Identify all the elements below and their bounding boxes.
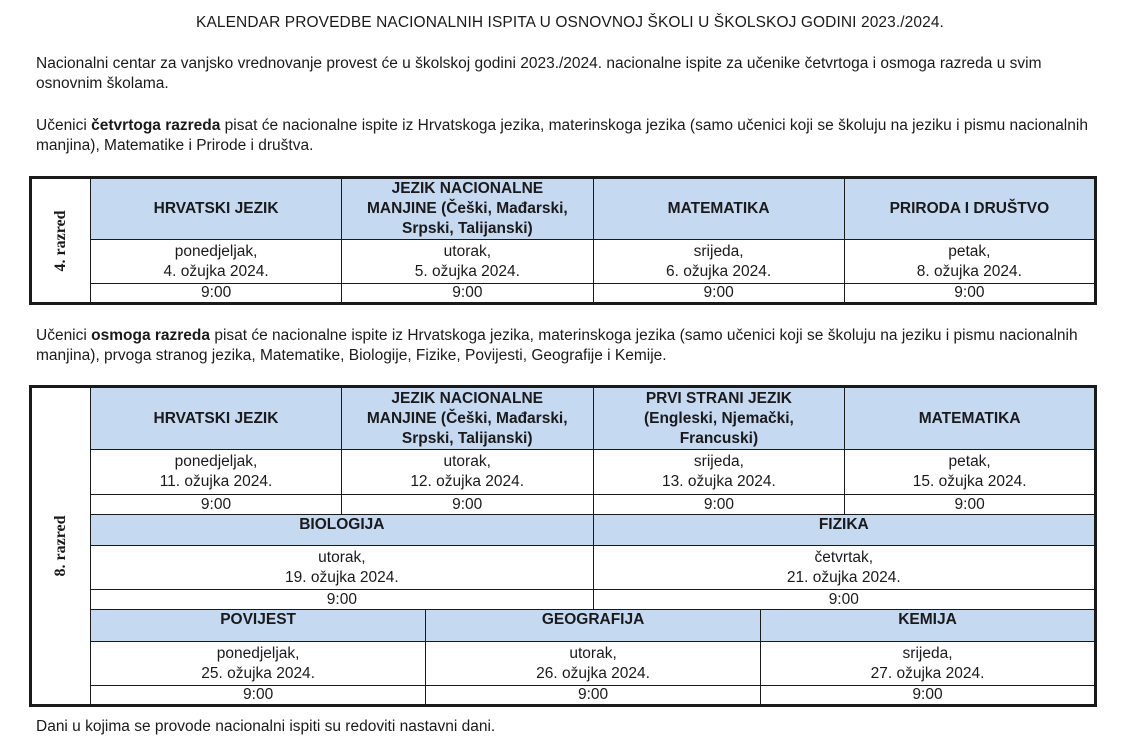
grade8-subject-biologija: BIOLOGIJA (91, 515, 593, 546)
grade8-side-cell (31, 387, 91, 706)
grade8-paragraph (36, 326, 1106, 366)
grade4-time-2: 9:00 (342, 284, 593, 304)
grade8-date-geografija: utorak, 26. ožujka 2024. (426, 642, 761, 686)
grade4-date-3: srijeda, 6. ožujka 2024. (593, 240, 844, 284)
grade4-para-post: pisat će nacionalne ispite iz Hrvatskoga jezika, materinskoga jezika (samo učenici koji se školuju na jeziku i pismu nacionalnih manjina), Matematike i Prirode i društva. (36, 117, 1088, 154)
grade4-subject-2: JEZIK NACIONALNE MANJINE (Češki, Mađarski, Srpski, Talijanski) (342, 178, 593, 240)
grade8-para-pre: Učenici (36, 327, 92, 344)
grade8-time-kemija: 9:00 (761, 686, 1096, 706)
grade8-subject-fizika: FIZIKA (593, 515, 1095, 546)
grade8-time-4: 9:00 (845, 495, 1096, 515)
grade8-para-post: pisat će nacionalne ispite iz Hrvatskoga jezika, materinskoga jezika (samo učenici koji se školuju na jeziku i pismu nacionalnih manjina), prvoga stranog jezika, Matematike, Biologije, Fizike, Povijesti, Geografije i Kemije. (36, 327, 1078, 364)
grade8-subject-kemija: KEMIJA (761, 610, 1096, 642)
grade8-para-bold: osmoga razreda (91, 327, 211, 344)
grade8-time-povijest: 9:00 (91, 686, 426, 706)
grade8-side-label: 8. razred (52, 515, 70, 577)
grade4-subject-3: MATEMATIKA (593, 178, 844, 240)
grade4-para-pre: Učenici (36, 117, 92, 134)
grade4-table (29, 176, 1097, 305)
grade4-para-bold: četvrtoga razreda (91, 117, 221, 134)
grade4-date-4: petak, 8. ožujka 2024. (844, 240, 1095, 284)
grade8-subject-geografija: GEOGRAFIJA (426, 610, 761, 642)
grade4-time-3: 9:00 (593, 284, 844, 304)
intro-paragraph: Nacionalni centar za vanjsko vrednovanje provest će u školskoj godini 2023./2024. nacionalne ispite za učenike četvrtoga i osmoga razreda u svim osnovnim školama. (36, 55, 1042, 92)
grade8-time-fizika: 9:00 (593, 590, 1095, 610)
grade8-date-povijest: ponedjeljak, 25. ožujka 2024. (91, 642, 426, 686)
grade8-time-1: 9:00 (91, 495, 342, 515)
grade4-date-1: ponedjeljak, 4. ožujka 2024. (91, 240, 342, 284)
grade8-date-3: srijeda, 13. ožujka 2024. (593, 450, 845, 495)
grade8-time-3: 9:00 (593, 495, 845, 515)
footer-note: Dani u kojima se provode nacionalni ispiti su redoviti nastavni dani. (36, 718, 496, 735)
grade8-subject-2: JEZIK NACIONALNE MANJINE (Češki, Mađarski, Srpski, Talijanski) (341, 387, 593, 450)
grade4-subject-4: PRIRODA I DRUŠTVO (844, 178, 1095, 240)
grade4-subject-1: HRVATSKI JEZIK (91, 178, 342, 240)
grade8-time-biologija: 9:00 (91, 590, 593, 610)
grade4-side-label: 4. razred (52, 209, 69, 272)
grade8-time-geografija: 9:00 (426, 686, 761, 706)
grade8-subject-4: MATEMATIKA (845, 387, 1096, 450)
grade4-side-cell (31, 178, 91, 304)
grade4-time-1: 9:00 (91, 284, 342, 304)
grade8-date-4: petak, 15. ožujka 2024. (845, 450, 1096, 495)
grade8-subject-1: HRVATSKI JEZIK (91, 387, 342, 450)
grade8-table (29, 385, 1097, 707)
grade8-subject-3: PRVI STRANI JEZIK (Engleski, Njemački, Francuski) (593, 387, 845, 450)
grade4-time-4: 9:00 (844, 284, 1095, 304)
page-title: KALENDAR PROVEDBE NACIONALNIH ISPITA U OSNOVNOJ ŠKOLI U ŠKOLSKOJ GODINI 2023./2024. (196, 14, 944, 31)
grade4-paragraph (36, 116, 1106, 156)
grade8-date-fizika: četvrtak, 21. ožujka 2024. (593, 546, 1095, 590)
grade8-date-2: utorak, 12. ožujka 2024. (341, 450, 593, 495)
grade8-date-kemija: srijeda, 27. ožujka 2024. (761, 642, 1096, 686)
grade4-date-2: utorak, 5. ožujka 2024. (342, 240, 593, 284)
grade8-date-biologija: utorak, 19. ožujka 2024. (91, 546, 593, 590)
grade8-time-2: 9:00 (341, 495, 593, 515)
grade8-subject-povijest: POVIJEST (91, 610, 426, 642)
grade8-date-1: ponedjeljak, 11. ožujka 2024. (91, 450, 342, 495)
